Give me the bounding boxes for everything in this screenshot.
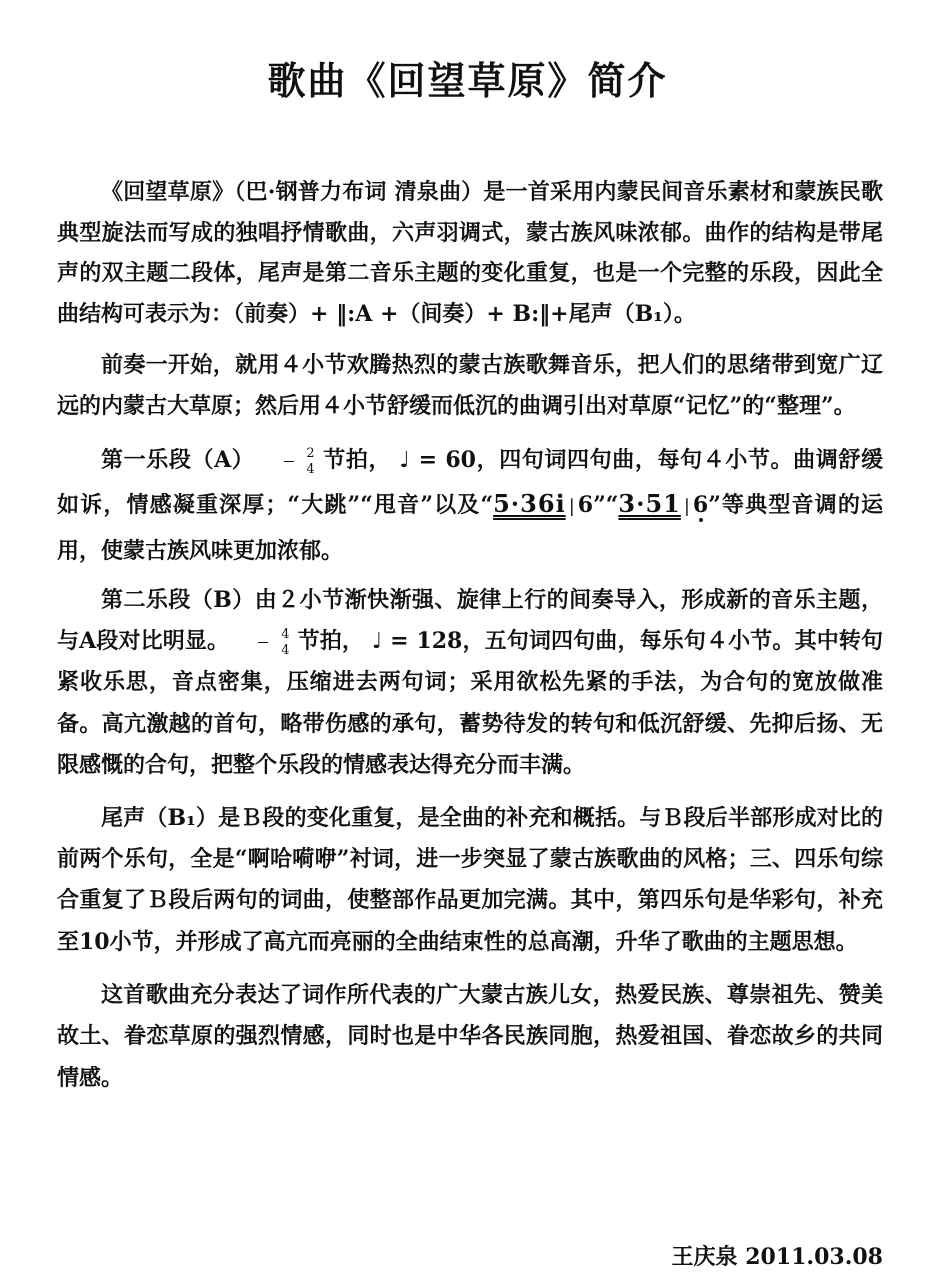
page-title: 歌曲《回望草原》简介	[267, 58, 668, 103]
paragraph-intro: 《回望草原》（巴·钢普力布词 清泉曲）是一首采用内蒙民间音乐素材和蒙族民歌典型旋法而写成的独唱抒情歌曲，六声羽调式，蒙古族风味浓郁。曲作的结构是带尾声的双主题二段体，尾声是第二音乐主题的变化重复，也是一个完整的乐段，因此全曲结构可表示为：（前奏）+ ‖:A +（间奏）+ B:‖+尾声（B₁）。	[57, 179, 883, 327]
paragraph-section-b	[57, 580, 883, 786]
music-notation-2	[618, 489, 709, 518]
notation-2-notes: 3·51	[618, 489, 681, 518]
section-b-text: 节拍， ♩ = 128，五句词四句曲，每乐句４小节。其中转句紧收乐思，音点密集，压缩进去两句词；采用欲松先紧的手法，为合句的宽放做准备。高亢激越的首句，略带伤感的承句，蓄势待发的转句和低沉舒缓、先抑后扬、无限感慨的合句，把整个乐段的情感表达得充分而丰满。	[57, 628, 883, 778]
paragraph-section-a	[57, 438, 883, 573]
music-notation-1	[493, 489, 594, 518]
notation-2-note: 6	[692, 492, 709, 518]
time-signature-b-denominator: 4	[281, 642, 290, 658]
notation-2-barline: |	[683, 496, 690, 517]
paragraph-coda: 尾声（B₁）是Ｂ段的变化重复，是全曲的补充和概括。与Ｂ段后半部形成对比的前两个乐句，全是“啊哈嗬咿”衬词，进一步突显了蒙古族歌曲的风格；三、四乐句综合重复了Ｂ段后两句的词曲，使整部作品更加完满。其中，第四乐句是华彩句，补充至10小节，并形成了高亢而亮丽的全曲结束性的总高潮，升华了歌曲的主题思想。	[57, 805, 883, 955]
section-a-heading: 第一乐段（A）	[101, 447, 255, 473]
author-signature: 王庆泉 2011.03.08	[671, 1244, 883, 1270]
section-a-text-end: ”等典型音调的运用，使蒙古族风味更加浓郁。	[57, 492, 883, 564]
document-body	[57, 172, 883, 1099]
time-signature-a-denominator: 4	[306, 461, 315, 477]
paragraph-conclusion: 这首歌曲充分表达了词作所代表的广大蒙古族儿女，热爱民族、尊崇祖先、赞美故土、眷恋草原的强烈情感，同时也是中华各民族同胞，热爱祖国、眷恋故乡的共同情感。	[57, 981, 883, 1091]
section-a-text: 节拍， ♩ = 60，四句词四句曲，每句４小节。曲调舒缓如诉，情感凝重深厚；“大跳”“甩音”以及“	[57, 447, 884, 518]
section-a-quote-joint: ”“	[593, 492, 619, 518]
notation-1-barline: |	[568, 496, 575, 517]
notation-1-note: 6	[577, 492, 594, 518]
notation-1-notes: 5·36i	[493, 489, 566, 518]
paragraph-prelude: 前奏一开始，就用４小节欢腾热烈的蒙古族歌舞音乐，把人们的思绪带到宽广辽远的内蒙古大草原；然后用４小节舒缓而低沉的曲调引出对草原“记忆”的“整理”。	[57, 352, 883, 419]
time-signature-b	[237, 628, 289, 657]
time-signature-b-numerator: 4	[281, 626, 290, 642]
time-signature-a	[262, 447, 314, 476]
section-b-text-start: 第二乐段（B）由２小节渐快渐强、旋律上行的间奏导入，形成新的音乐主题，与A段对比明显。	[57, 587, 883, 655]
time-signature-a-numerator: 2	[306, 445, 315, 461]
